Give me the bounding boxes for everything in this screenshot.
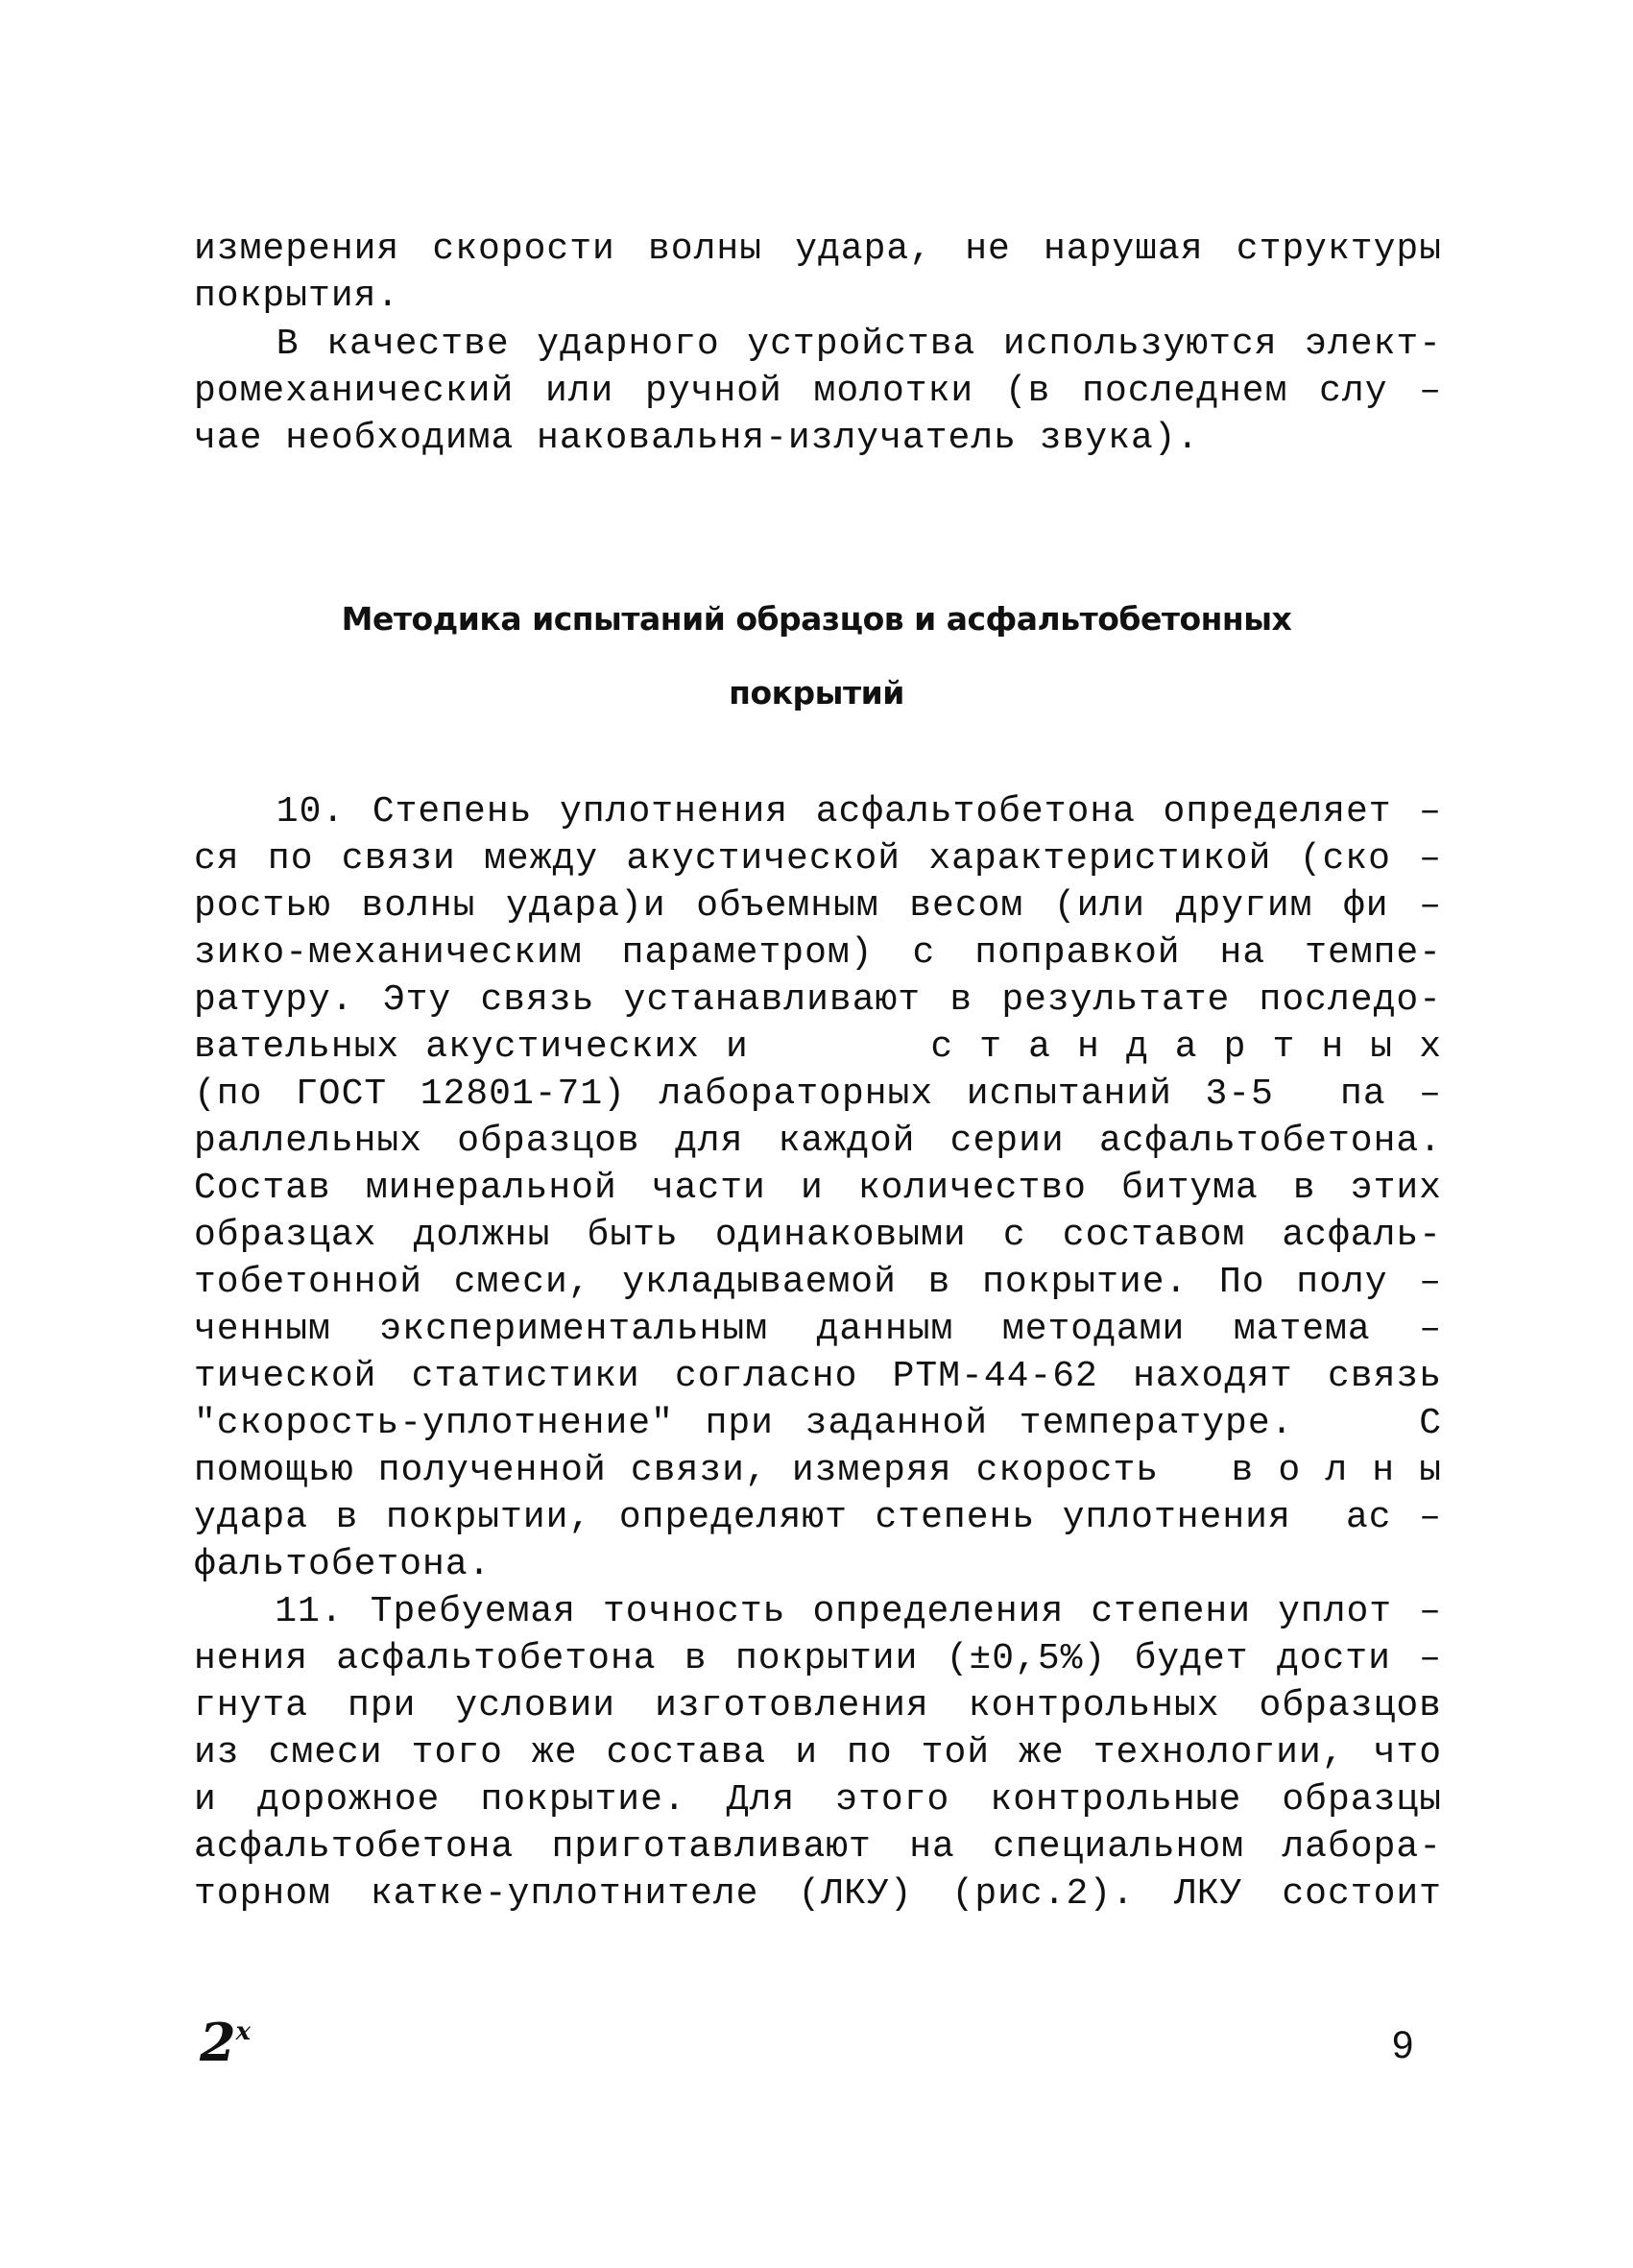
section-11-line-4: из смеси того же состава и по той же технологии, что [194,1732,1442,1773]
section-10-line-5: ратуру. Эту связь устанавливают в результате последо- [194,979,1442,1021]
section-10-line-10: образцах должны быть одинаковыми с составом асфаль- [194,1215,1442,1256]
section-10-line-4: зико-механическим параметром) с поправкой на темпе- [194,932,1442,974]
section-heading-line-1: Методика испытаний образцов и асфальтобетонных [341,600,1292,638]
section-11-line-3: гнута при условии изготовления контрольных образцов [194,1685,1442,1726]
intro-line-1: измерения скорости волны удара, не нарушая структуры [194,229,1442,270]
section-10-line-2: ся по связи между акустической характеристикой (ско – [194,838,1442,880]
section-heading-line-2: покрытий [729,674,904,712]
section-10-line-12: ченным экспериментальным данным методами матема – [194,1309,1442,1350]
section-10-line-15: помощью полученной связи, измеряя скорость в о л н ы [194,1450,1442,1491]
section-10-line-9: Состав минеральной части и количество битума в этих [194,1168,1442,1209]
intro-line-2: покрытия. [194,276,400,317]
section-10-line-1: 10. Степень уплотнения асфальтобетона определяет – [194,791,1442,832]
section-10-line-6: вательных акустических и с т а н д а р т н ы х [194,1026,1442,1068]
intro-line-4: ромеханический или ручной молотки (в последнем слу – [194,371,1442,412]
signature-number: 2 [200,2012,236,2073]
section-10-line-11: тобетонной смеси, укладываемой в покрытие. По полу – [194,1262,1442,1303]
signature-mark [200,2012,251,2073]
section-10-line-8: раллельных образцов для каждой серии асфальтобетона. [194,1121,1442,1162]
section-10-line-16: удара в покрытии, определяют степень уплотнения ас – [194,1497,1442,1538]
signature-superscript: x [235,2017,252,2046]
section-10-line-13: тической статистики согласно РТМ-44-62 находят связь [194,1356,1442,1397]
section-11-line-5: и дорожное покрытие. Для этого контрольные образцы [194,1779,1442,1821]
section-11-line-1: 11. Требуемая точность определения степени уплот – [194,1591,1442,1632]
intro-line-5: чае необходима наковальня-излучатель звука). [194,418,1200,459]
intro-line-3: В качестве ударного устройства используются элект- [194,324,1442,365]
section-10-line-3: ростью волны удара)и объемным весом (или другим фи – [194,885,1442,927]
page-number: 9 [1392,2024,1414,2066]
section-11-line-7: торном катке-уплотнителе (ЛКУ) (рис.2). ЛКУ состоит [194,1873,1442,1915]
section-11-line-6: асфальтобетона приготавливают на специальном лабора- [194,1826,1442,1868]
section-10-line-14: "скорость-уплотнение" при заданной температуре. С [194,1403,1442,1444]
section-11-line-2: нения асфальтобетона в покрытии (±0,5%) будет дости – [194,1638,1442,1679]
section-10-line-17: фальтобетона. [194,1544,492,1585]
section-10-line-7: (по ГОСТ 12801-71) лабораторных испытаний 3-5 па – [194,1074,1442,1115]
